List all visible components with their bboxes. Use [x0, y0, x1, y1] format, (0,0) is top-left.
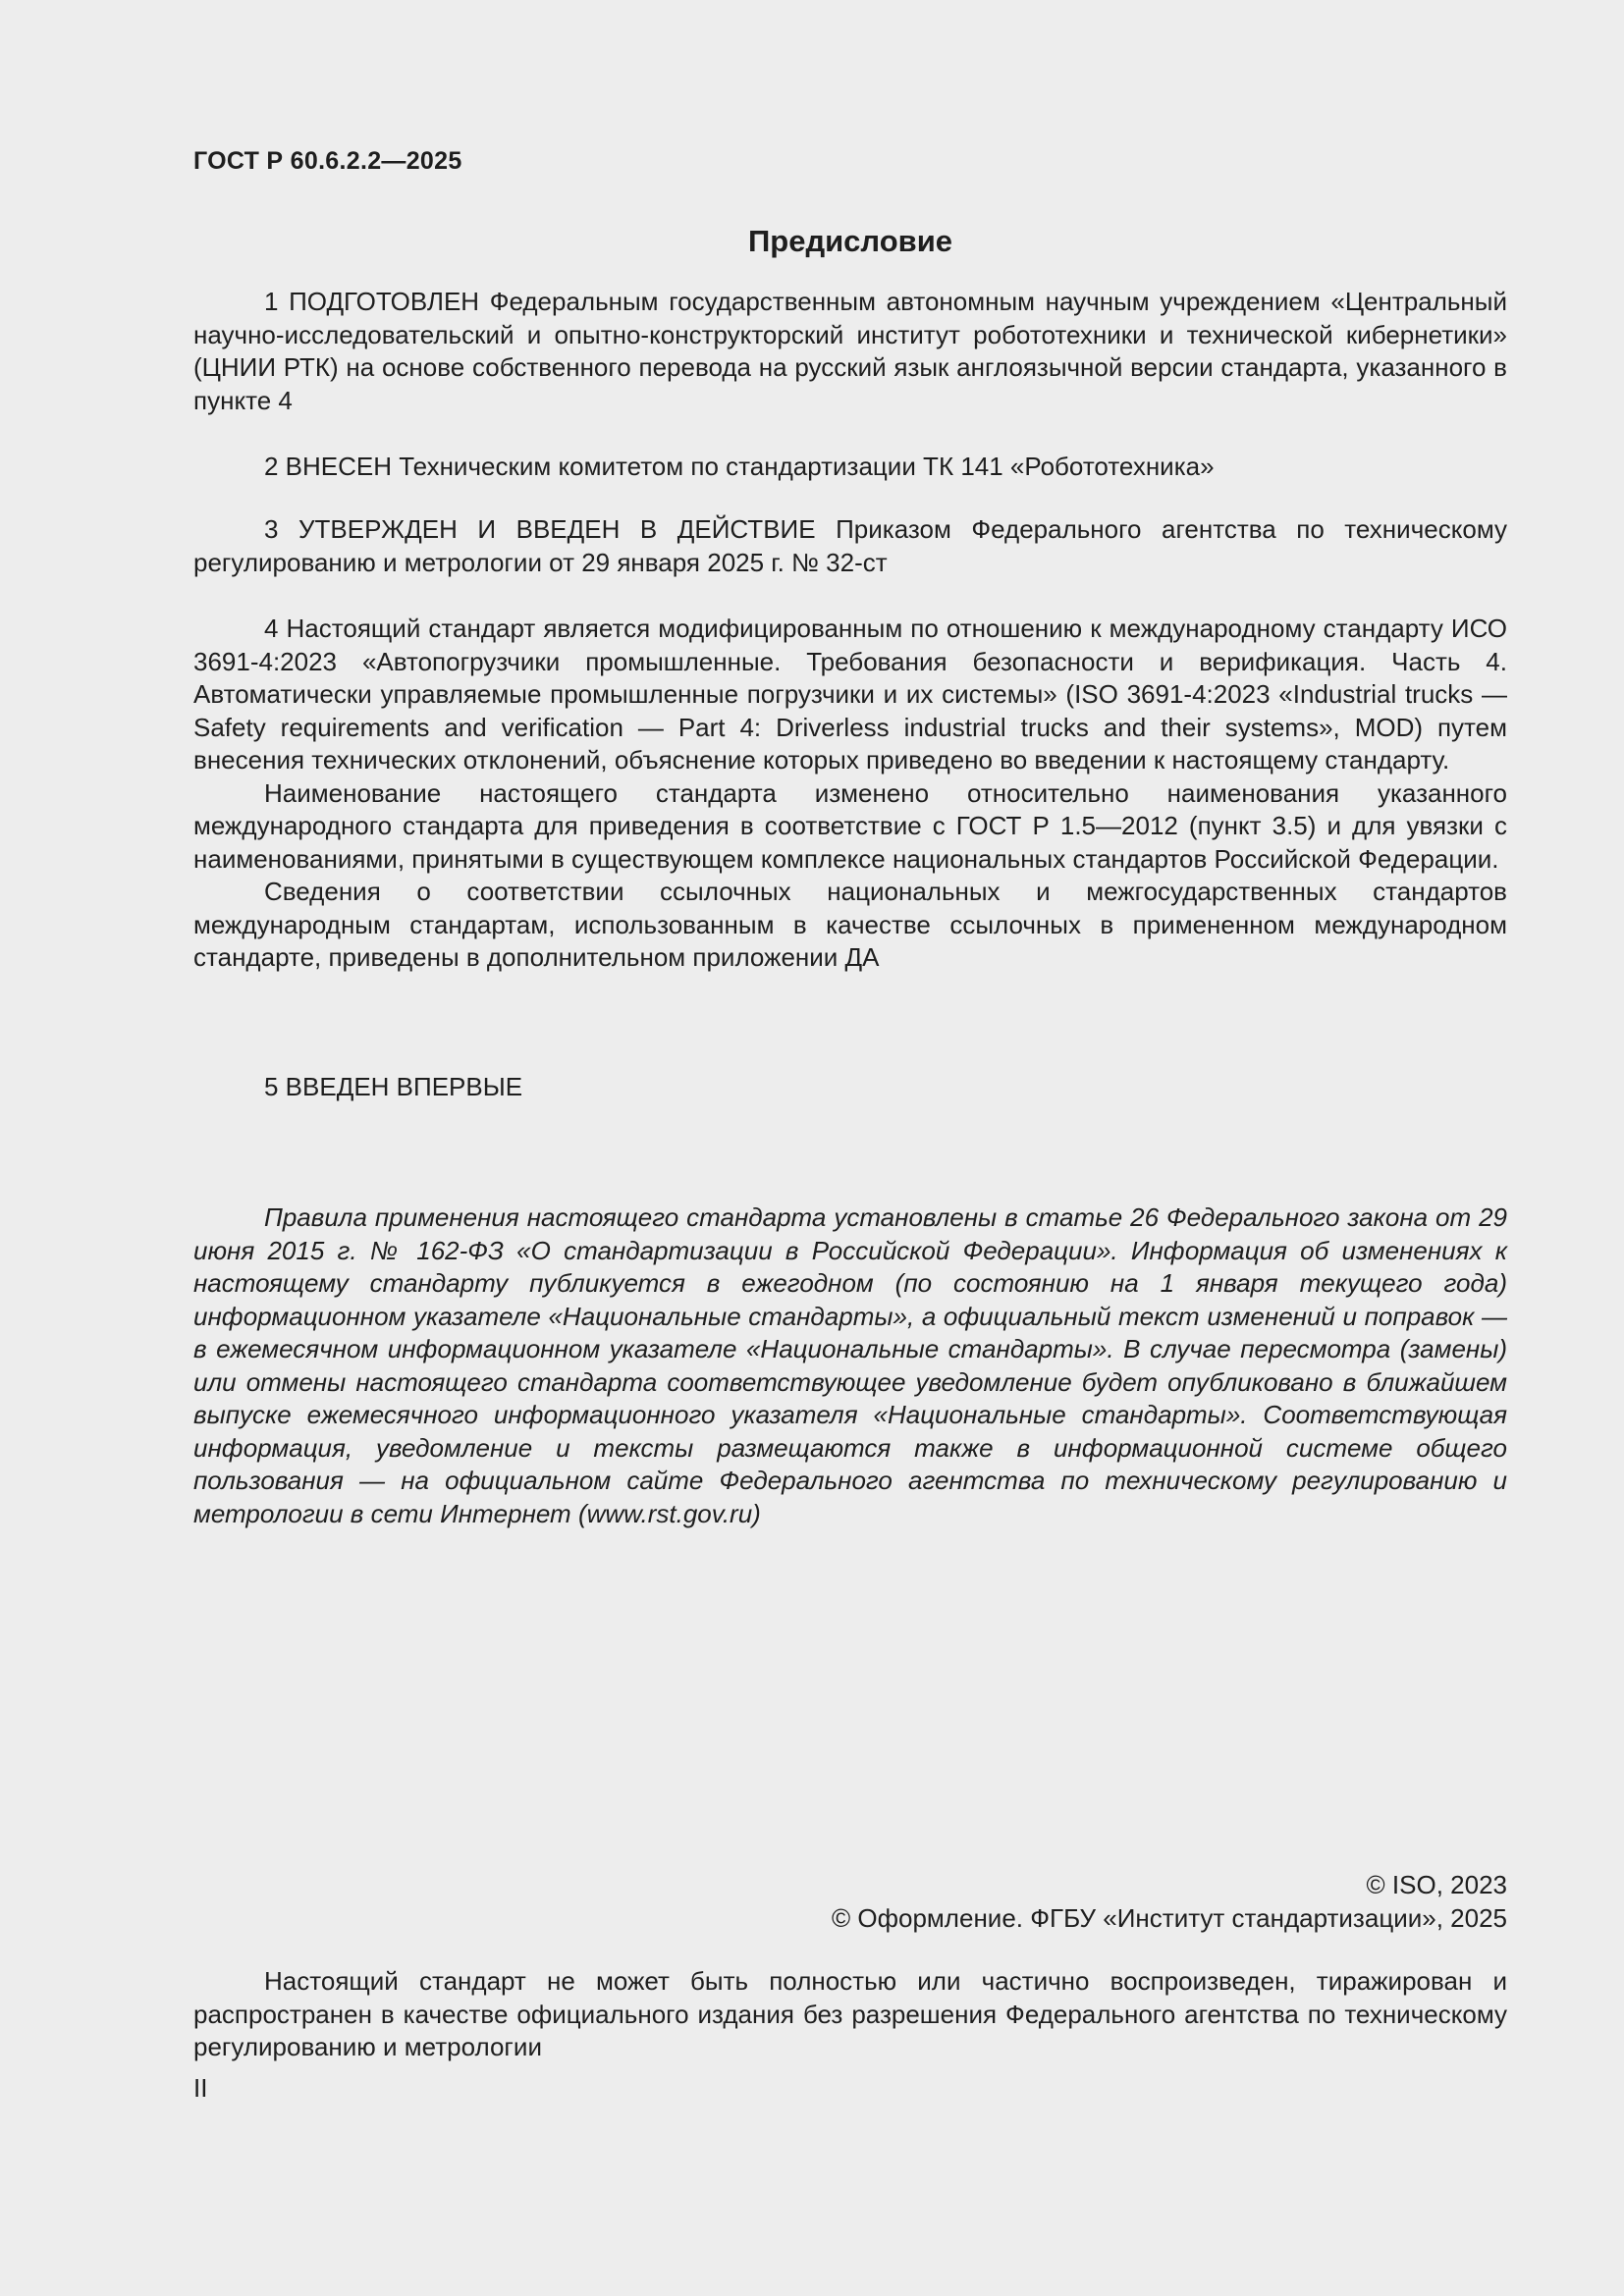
foreword-item-1: [193, 286, 1507, 417]
document-page: [193, 0, 1507, 2296]
foreword-item-4-text: 4 Настоящий стандарт является модифицированным по отношению к международному стандарту ИСО 3691-4:2023 «Автопогрузчики промышленные. Требования безопасности и верификация. Часть 4. Автоматически управляемые промышленные погрузчики и их системы» (ISO 3691-4:2023 «Industrial trucks — Safety requirements and verification — Part 4: Driverless industrial trucks and their systems», MOD) путем внесения технических отклонений, объяснение которых приведено во введении к настоящему стандарту.: [193, 614, 1507, 774]
foreword-item-3-text: 3 УТВЕРЖДЕН И ВВЕДЕН В ДЕЙСТВИЕ Приказом Федерального агентства по техническому регулированию и метрологии от 29 января 2025 г. № 32-ст: [193, 514, 1507, 577]
application-rules-note: [193, 1201, 1507, 1530]
copyright-iso: © ISO, 2023: [1366, 1870, 1507, 1899]
foreword-item-5-text: 5 ВВЕДЕН ВПЕРВЫЕ: [264, 1072, 523, 1101]
foreword-item-3: [193, 513, 1507, 579]
foreword-item-4: [193, 613, 1507, 975]
document-code: ГОСТ Р 60.6.2.2—2025: [193, 147, 462, 175]
foreword-item-2: [193, 451, 1507, 484]
foreword-item-4-references-note: Сведения о соответствии ссылочных национальных и межгосударственных стандартов международным стандартам, использованным в качестве ссылочных в примененном международном стандарте, приведены в дополнительном приложении ДА: [193, 877, 1507, 972]
page-number: II: [193, 2073, 208, 2103]
reproduction-notice-text: Настоящий стандарт не может быть полностью или частично воспроизведен, тиражирован и распространен в качестве официального издания без разрешения Федерального агентства по техническому регулированию и метрологии: [193, 1966, 1507, 2061]
foreword-item-4-title-note: Наименование настоящего стандарта изменено относительно наименования указанного международного стандарта для приведения в соответствие с ГОСТ Р 1.5—2012 (пункт 3.5) и для увязки с наименованиями, принятыми в существующем комплексе национальных стандартов Российской Федерации.: [193, 777, 1507, 874]
copyright-design: © Оформление. ФГБУ «Институт стандартизации», 2025: [832, 1903, 1507, 1933]
page-title: Предисловие: [747, 224, 952, 258]
foreword-item-5: [193, 1071, 1507, 1104]
application-rules-text: Правила применения настоящего стандарта установлены в статье 26 Федерального закона от 29 июня 2015 г. № 162-ФЗ «О стандартизации в Российской Федерации». Информация об изменениях к настоящему стандарту публикуется в ежегодном (по состоянию на 1 января текущего года) информационном указателе «Национальные стандарты», а официальный текст изменений и поправок — в ежемесячном информационном указателе «Национальные стандарты». В случае пересмотра (замены) или отмены настоящего стандарта соответствующее уведомление будет опубликовано в ближайшем выпуске ежемесячного информационного указателя «Национальные стандарты». Соответствующая информация, уведомление и тексты размещаются также в информационной системе общего пользования — на официальном сайте Федерального агентства по техническому регулированию и метрологии в сети Интернет (www.rst.gov.ru): [193, 1202, 1507, 1528]
foreword-item-2-text: 2 ВНЕСЕН Техническим комитетом по стандартизации ТК 141 «Робототехника»: [264, 452, 1215, 481]
reproduction-notice: [193, 1965, 1507, 2064]
foreword-item-1-text: 1 ПОДГОТОВЛЕН Федеральным государственным автономным научным учреждением «Центральный научно-исследовательский и опытно-конструкторский институт робототехники и технической кибернетики» (ЦНИИ РТК) на основе собственного перевода на русский язык англоязычной версии стандарта, указанного в пункте 4: [193, 287, 1507, 415]
